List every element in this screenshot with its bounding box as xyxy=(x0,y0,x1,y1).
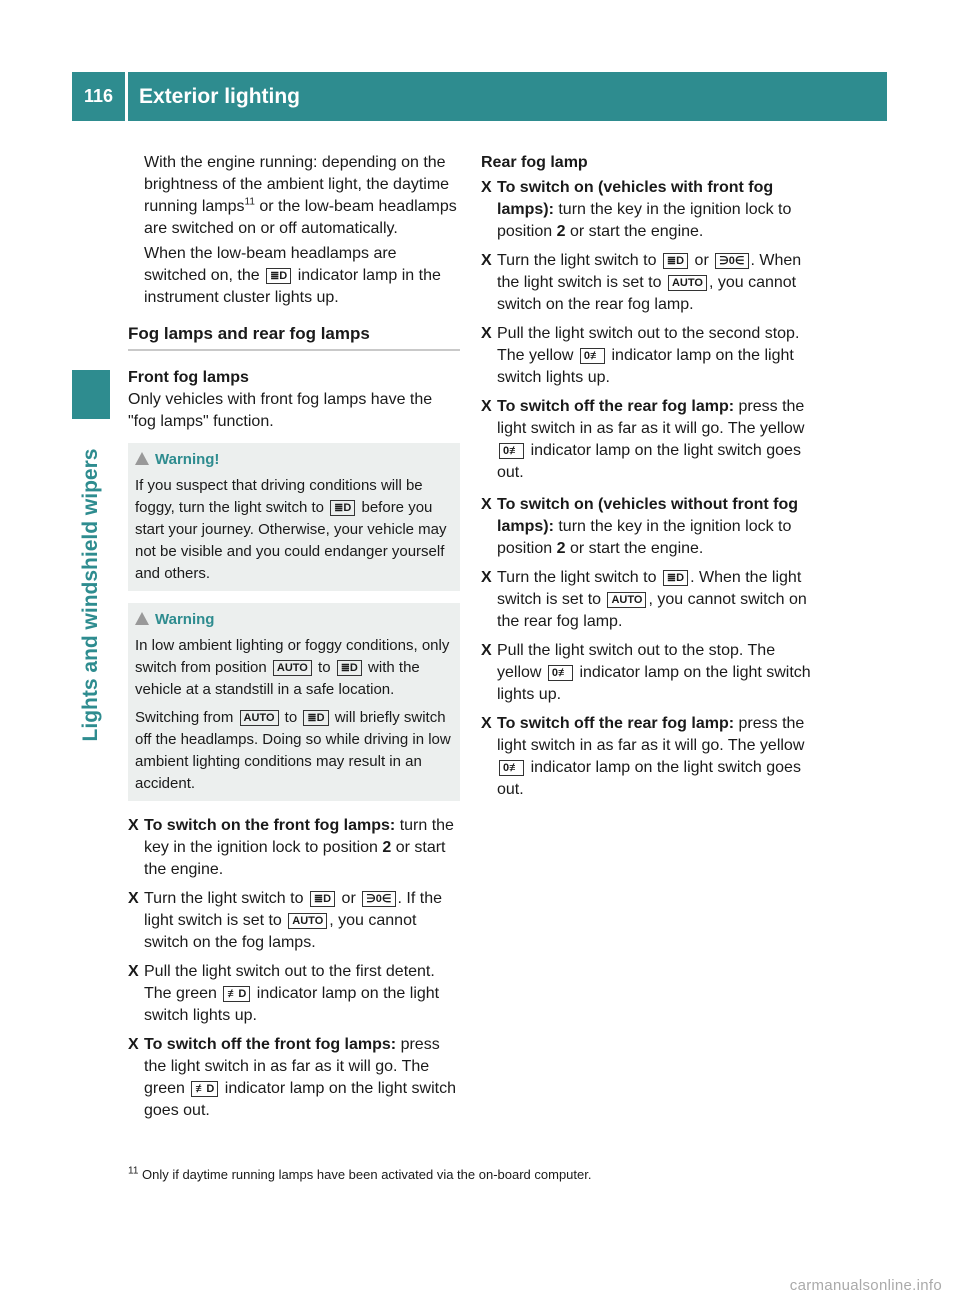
text: Pull the light switch out to the second stop. The yellow xyxy=(497,325,800,364)
step-bold: To switch off the rear fog lamp: xyxy=(497,715,735,732)
side-tab-label: Lights and windshield wipers xyxy=(79,448,102,742)
side-tab-block xyxy=(72,370,110,419)
step-item xyxy=(481,396,813,484)
rear-fog-lamp-icon: 0≢ xyxy=(548,665,573,681)
text: turn the key in the ignition lock to position xyxy=(497,201,792,240)
footnote xyxy=(128,1166,591,1184)
page-number: 116 xyxy=(83,86,114,106)
rear-fog-lamp-icon: 0≢ xyxy=(580,348,605,364)
side-tab xyxy=(72,430,110,760)
step-marker-icon: X xyxy=(481,252,492,269)
watermark: carmanualsonline.info xyxy=(789,1277,942,1294)
rear-fog-lamp-icon: 0≢ xyxy=(499,760,524,776)
text: . When the light switch is set to xyxy=(497,252,802,291)
text: press the light switch in as far as it will go. The yellow xyxy=(497,715,805,754)
text: or start the engine. xyxy=(144,839,446,878)
warning-text xyxy=(135,475,453,585)
step-item xyxy=(128,815,460,881)
auto-icon: AUTO xyxy=(273,660,312,676)
text: or xyxy=(690,252,714,269)
text: Pull the light switch out to the stop. The yellow xyxy=(497,642,776,681)
front-intro: Only vehicles with front fog lamps have the "fog lamps" function. xyxy=(128,391,433,430)
footnote-ref: 11 xyxy=(244,196,255,208)
text: indicator lamp in the instrument cluster lights up. xyxy=(144,267,441,306)
text: with the vehicle at a standstill in a safe location. xyxy=(135,659,420,698)
parking-lamp-icon: ∋0∈ xyxy=(362,891,395,907)
warning-header xyxy=(135,449,453,471)
step-marker-icon: X xyxy=(128,963,139,980)
low-beam-icon: ≣D xyxy=(303,710,328,726)
text: indicator lamp on the light switch lights up. xyxy=(144,985,440,1024)
low-beam-icon: ≣D xyxy=(337,660,362,676)
subsection-heading: Front fog lamps xyxy=(128,369,249,386)
text: , you cannot switch on the fog lamps. xyxy=(144,912,417,951)
step-marker-icon: X xyxy=(128,1036,139,1053)
step-marker-icon: X xyxy=(128,890,139,907)
front-fog-lamp-icon: ≢D xyxy=(223,986,250,1002)
position-number: 2 xyxy=(382,839,392,856)
low-beam-icon: ≣D xyxy=(266,268,291,284)
step-marker-icon: X xyxy=(481,496,492,513)
rear-fog-lamp-icon: 0≢ xyxy=(499,443,524,459)
page-title: Exterior lighting xyxy=(139,85,301,108)
low-beam-icon: ≣D xyxy=(663,253,688,269)
text: Switching from xyxy=(135,709,238,726)
step-marker-icon: X xyxy=(481,642,492,659)
text: Turn the light switch to xyxy=(497,252,661,269)
intro-paragraph-2 xyxy=(128,243,460,309)
footnote-text: Only if daytime running lamps have been activated via the on-board computer. xyxy=(138,1167,592,1182)
warning-title: Warning! xyxy=(155,451,220,468)
low-beam-icon: ≣D xyxy=(330,500,355,516)
warning-box xyxy=(128,603,460,801)
warning-header xyxy=(135,609,453,631)
text: , you cannot switch on the rear fog lamp. xyxy=(497,274,797,313)
step-marker-icon: X xyxy=(481,715,492,732)
right-column xyxy=(481,152,813,808)
step-marker-icon: X xyxy=(481,179,492,196)
text: With the engine running: depending on the brightness of the ambient light, the daytime running lamps xyxy=(144,154,450,215)
text: Pull the light switch out to the first detent. The green xyxy=(144,963,435,1002)
step-item xyxy=(481,250,813,316)
auto-icon: AUTO xyxy=(607,592,646,608)
text: indicator lamp on the light switch goes out. xyxy=(144,1080,456,1119)
step-bold: To switch on (vehicles with front fog lamps): xyxy=(497,179,774,218)
step-item xyxy=(128,961,460,1027)
text: to xyxy=(280,709,302,726)
text: to xyxy=(313,659,335,676)
text: indicator lamp on the light switch lights up. xyxy=(497,347,794,386)
text: . If the light switch is set to xyxy=(144,890,442,929)
text: or the low-beam headlamps are switched on or off automatically. xyxy=(144,198,457,237)
header-divider xyxy=(125,72,128,121)
warning-icon xyxy=(135,452,149,465)
text: indicator lamp on the light switch goes out. xyxy=(497,442,801,481)
step-item xyxy=(481,323,813,389)
text: Turn the light switch to xyxy=(497,569,661,586)
warning-icon xyxy=(135,612,149,625)
step-item xyxy=(481,177,813,243)
low-beam-icon: ≣D xyxy=(310,891,335,907)
text: When the low-beam headlamps are switched on, the xyxy=(144,245,397,284)
position-number: 2 xyxy=(556,223,566,240)
warning-text xyxy=(135,635,453,701)
step-item xyxy=(481,494,813,560)
step-bold: To switch on the front fog lamps: xyxy=(144,817,396,834)
step-bold: To switch off the rear fog lamp: xyxy=(497,398,735,415)
low-beam-icon: ≣D xyxy=(663,570,688,586)
text: If you suspect that driving conditions will be foggy, turn the light switch to xyxy=(135,477,423,516)
step-marker-icon: X xyxy=(481,325,492,342)
step-item xyxy=(481,640,813,706)
step-item xyxy=(128,888,460,954)
section-heading: Fog lamps and rear fog lamps xyxy=(128,323,460,351)
step-marker-icon: X xyxy=(128,817,139,834)
intro-paragraph xyxy=(128,152,460,240)
auto-icon: AUTO xyxy=(668,275,707,291)
text: or xyxy=(337,890,361,907)
text: , you cannot switch on the rear fog lamp. xyxy=(497,591,807,630)
warning-title: Warning xyxy=(155,611,215,628)
step-marker-icon: X xyxy=(481,569,492,586)
text: turn the key in the ignition lock to position xyxy=(497,518,792,557)
text: before you start your journey. Otherwise, your vehicle may not be visible and you could endanger yourself and others. xyxy=(135,499,447,582)
step-marker-icon: X xyxy=(481,398,492,415)
text: . When the light switch is set to xyxy=(497,569,802,608)
position-number: 2 xyxy=(556,540,566,557)
step-item xyxy=(128,1034,460,1122)
text: will briefly switch off the headlamps. Doing so while driving in low ambient lighting conditions may result in an accident. xyxy=(135,709,451,792)
text: or start the engine. xyxy=(565,223,704,240)
step-item xyxy=(481,567,813,633)
step-bold: To switch on (vehicles without front fog lamps): xyxy=(497,496,799,535)
parking-lamp-icon: ∋0∈ xyxy=(715,253,748,269)
text: turn the key in the ignition lock to position xyxy=(144,817,454,856)
warning-text xyxy=(135,707,453,795)
text: indicator lamp on the light switch goes out. xyxy=(497,759,801,798)
text: In low ambient lighting or foggy conditions, only switch from position xyxy=(135,637,450,676)
text: Turn the light switch to xyxy=(144,890,308,907)
subsection-heading: Rear fog lamp xyxy=(481,154,588,171)
warning-box xyxy=(128,443,460,591)
text: press the light switch in as far as it will go. The green xyxy=(144,1036,440,1097)
text: or start the engine. xyxy=(565,540,704,557)
step-item xyxy=(481,713,813,801)
text: press the light switch in as far as it will go. The yellow xyxy=(497,398,805,437)
front-fog-lamp-icon: ≢D xyxy=(191,1081,218,1097)
auto-icon: AUTO xyxy=(288,913,327,929)
auto-icon: AUTO xyxy=(240,710,279,726)
text: indicator lamp on the light switch lights up. xyxy=(497,664,811,703)
left-column xyxy=(128,152,460,1129)
step-bold: To switch off the front fog lamps: xyxy=(144,1036,397,1053)
footnote-number: 11 xyxy=(128,1165,139,1177)
